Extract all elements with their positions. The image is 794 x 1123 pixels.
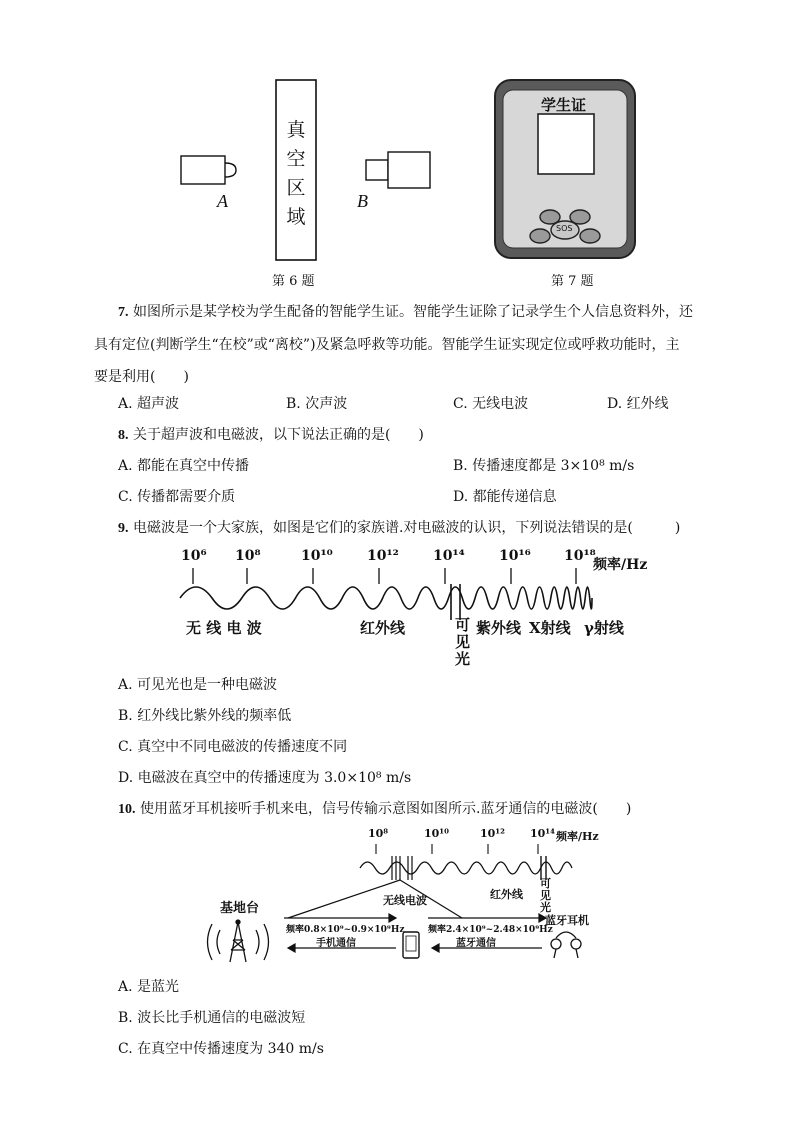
question-7 bbox=[94, 296, 714, 393]
frequency-label: 10¹² bbox=[367, 548, 399, 564]
sos-side-button bbox=[580, 229, 600, 243]
vacuum-char: 区 bbox=[286, 177, 306, 199]
card-title: 学生证 bbox=[541, 96, 587, 114]
figure-6-caption: 第 6 题 bbox=[272, 274, 315, 289]
frequency-label: 10⁶ bbox=[181, 548, 207, 564]
frequency-label: 10⁸ bbox=[235, 548, 261, 564]
frequency-unit: 频率/Hz bbox=[556, 830, 599, 843]
device-b-nozzle bbox=[366, 160, 388, 180]
option-b[interactable]: B. 次声波 bbox=[286, 396, 348, 412]
option-a[interactable]: A. 是蓝光 bbox=[118, 979, 180, 995]
frequency-label: 10¹⁴ bbox=[530, 827, 555, 840]
option-b[interactable]: B. 传播速度都是 3×10⁸ m/s bbox=[453, 458, 635, 474]
option-a[interactable]: A. 超声波 bbox=[118, 396, 180, 412]
frequency-label: 10⁸ bbox=[368, 827, 389, 840]
spectrum-wave bbox=[180, 587, 592, 609]
option-c[interactable]: C. 真空中不同电磁波的传播速度不同 bbox=[118, 739, 348, 755]
question-number: 9. bbox=[118, 521, 129, 536]
device-b-body bbox=[388, 152, 430, 188]
label-visible-char: 见 bbox=[540, 889, 551, 902]
frequency-unit: 频率/Hz bbox=[593, 557, 648, 573]
label-infrared: 红外线 bbox=[490, 888, 523, 901]
question-text: 具有定位(判断学生“在校”或“离校”)及紧急呼救等功能。智能学生证实现定位或呼救功能时，主 bbox=[94, 337, 680, 353]
label-b: B bbox=[357, 191, 368, 211]
question-text: 电磁波是一个大家族，如图是它们的家族谱.对电磁波的认识，下列说法错误的是( ) bbox=[132, 520, 681, 536]
label-radio: 无线电波 bbox=[383, 894, 427, 907]
question-10 bbox=[118, 799, 631, 820]
option-b[interactable]: B. 波长比手机通信的电磁波短 bbox=[118, 1010, 306, 1026]
question-number: 10. bbox=[118, 802, 136, 817]
frequency-label: 10¹⁸ bbox=[564, 548, 596, 564]
bluetooth-earphone-icon bbox=[551, 932, 581, 958]
question-text: 使用蓝牙耳机接听手机来电，信号传输示意图如图所示.蓝牙通信的电磁波( ) bbox=[139, 801, 632, 817]
bluetooth-frequency: 频率2.4×10⁹~2.48×10⁹Hz bbox=[428, 925, 553, 935]
question-8 bbox=[118, 425, 424, 446]
option-d[interactable]: D. 都能传递信息 bbox=[453, 489, 557, 505]
label-visible-char: 可 bbox=[540, 877, 551, 890]
option-a[interactable]: A. 可见光也是一种电磁波 bbox=[118, 677, 278, 693]
arrow-head bbox=[288, 944, 295, 952]
question-text: 如图所示是某学校为学生配备的智能学生证。智能学生证除了记录学生个人信息资料外，还 bbox=[132, 304, 693, 320]
option-d[interactable]: D. 红外线 bbox=[607, 396, 669, 412]
arrow-head bbox=[389, 914, 396, 922]
vacuum-char: 域 bbox=[286, 206, 306, 228]
sos-label: SOS bbox=[556, 224, 573, 233]
band-radio: 无 线 电 波 bbox=[186, 619, 262, 637]
band-gamma: γ射线 bbox=[584, 619, 624, 637]
device-a-body bbox=[181, 156, 225, 184]
question-number: 7. bbox=[118, 305, 129, 320]
band-ultraviolet: 紫外线 bbox=[476, 619, 522, 637]
frequency-label: 10¹⁶ bbox=[499, 548, 531, 564]
phone-communication: 手机通信 bbox=[316, 938, 356, 949]
frequency-label: 10¹⁴ bbox=[433, 548, 465, 564]
arrow-head bbox=[432, 944, 439, 952]
base-station-tower-icon bbox=[208, 920, 269, 962]
option-c[interactable]: C. 在真空中传播速度为 340 m/s bbox=[118, 1041, 324, 1057]
phone-frequency: 频率0.8×10⁹~0.9×10⁹Hz bbox=[286, 925, 405, 935]
vacuum-char: 空 bbox=[286, 148, 306, 170]
frequency-label: 10¹² bbox=[480, 827, 505, 840]
label-visible-char: 光 bbox=[540, 901, 551, 914]
option-c[interactable]: C. 无线电波 bbox=[453, 396, 529, 412]
bluetooth-communication: 蓝牙通信 bbox=[456, 938, 496, 949]
vacuum-char: 真 bbox=[286, 119, 306, 141]
question-text: 关于超声波和电磁波，以下说法正确的是( ) bbox=[132, 427, 424, 443]
band-visible-char: 光 bbox=[455, 650, 471, 668]
question-9 bbox=[118, 518, 680, 539]
label-a: A bbox=[217, 191, 228, 211]
band-visible-char: 见 bbox=[455, 633, 471, 651]
radio-triangle bbox=[288, 880, 462, 918]
sos-side-button bbox=[530, 229, 550, 243]
label-base-station: 基地台 bbox=[220, 901, 260, 916]
frequency-label: 10¹⁰ bbox=[424, 827, 449, 840]
option-b[interactable]: B. 红外线比紫外线的频率低 bbox=[118, 708, 292, 724]
figure-7-caption: 第 7 题 bbox=[551, 274, 594, 289]
label-earphone: 蓝牙耳机 bbox=[545, 914, 589, 927]
question-number: 8. bbox=[118, 428, 129, 443]
option-c[interactable]: C. 传播都需要介质 bbox=[118, 489, 236, 505]
band-infrared: 红外线 bbox=[360, 619, 406, 637]
question-text: 要是利用( ) bbox=[94, 369, 189, 385]
option-a[interactable]: A. 都能在真空中传播 bbox=[118, 458, 250, 474]
frequency-label: 10¹⁰ bbox=[301, 548, 333, 564]
photo-frame bbox=[538, 114, 594, 174]
band-xray: X射线 bbox=[529, 619, 571, 637]
option-d[interactable]: D. 电磁波在真空中的传播速度为 3.0×10⁸ m/s bbox=[118, 770, 412, 786]
device-a-cap bbox=[225, 163, 236, 177]
band-visible-char: 可 bbox=[455, 616, 471, 634]
